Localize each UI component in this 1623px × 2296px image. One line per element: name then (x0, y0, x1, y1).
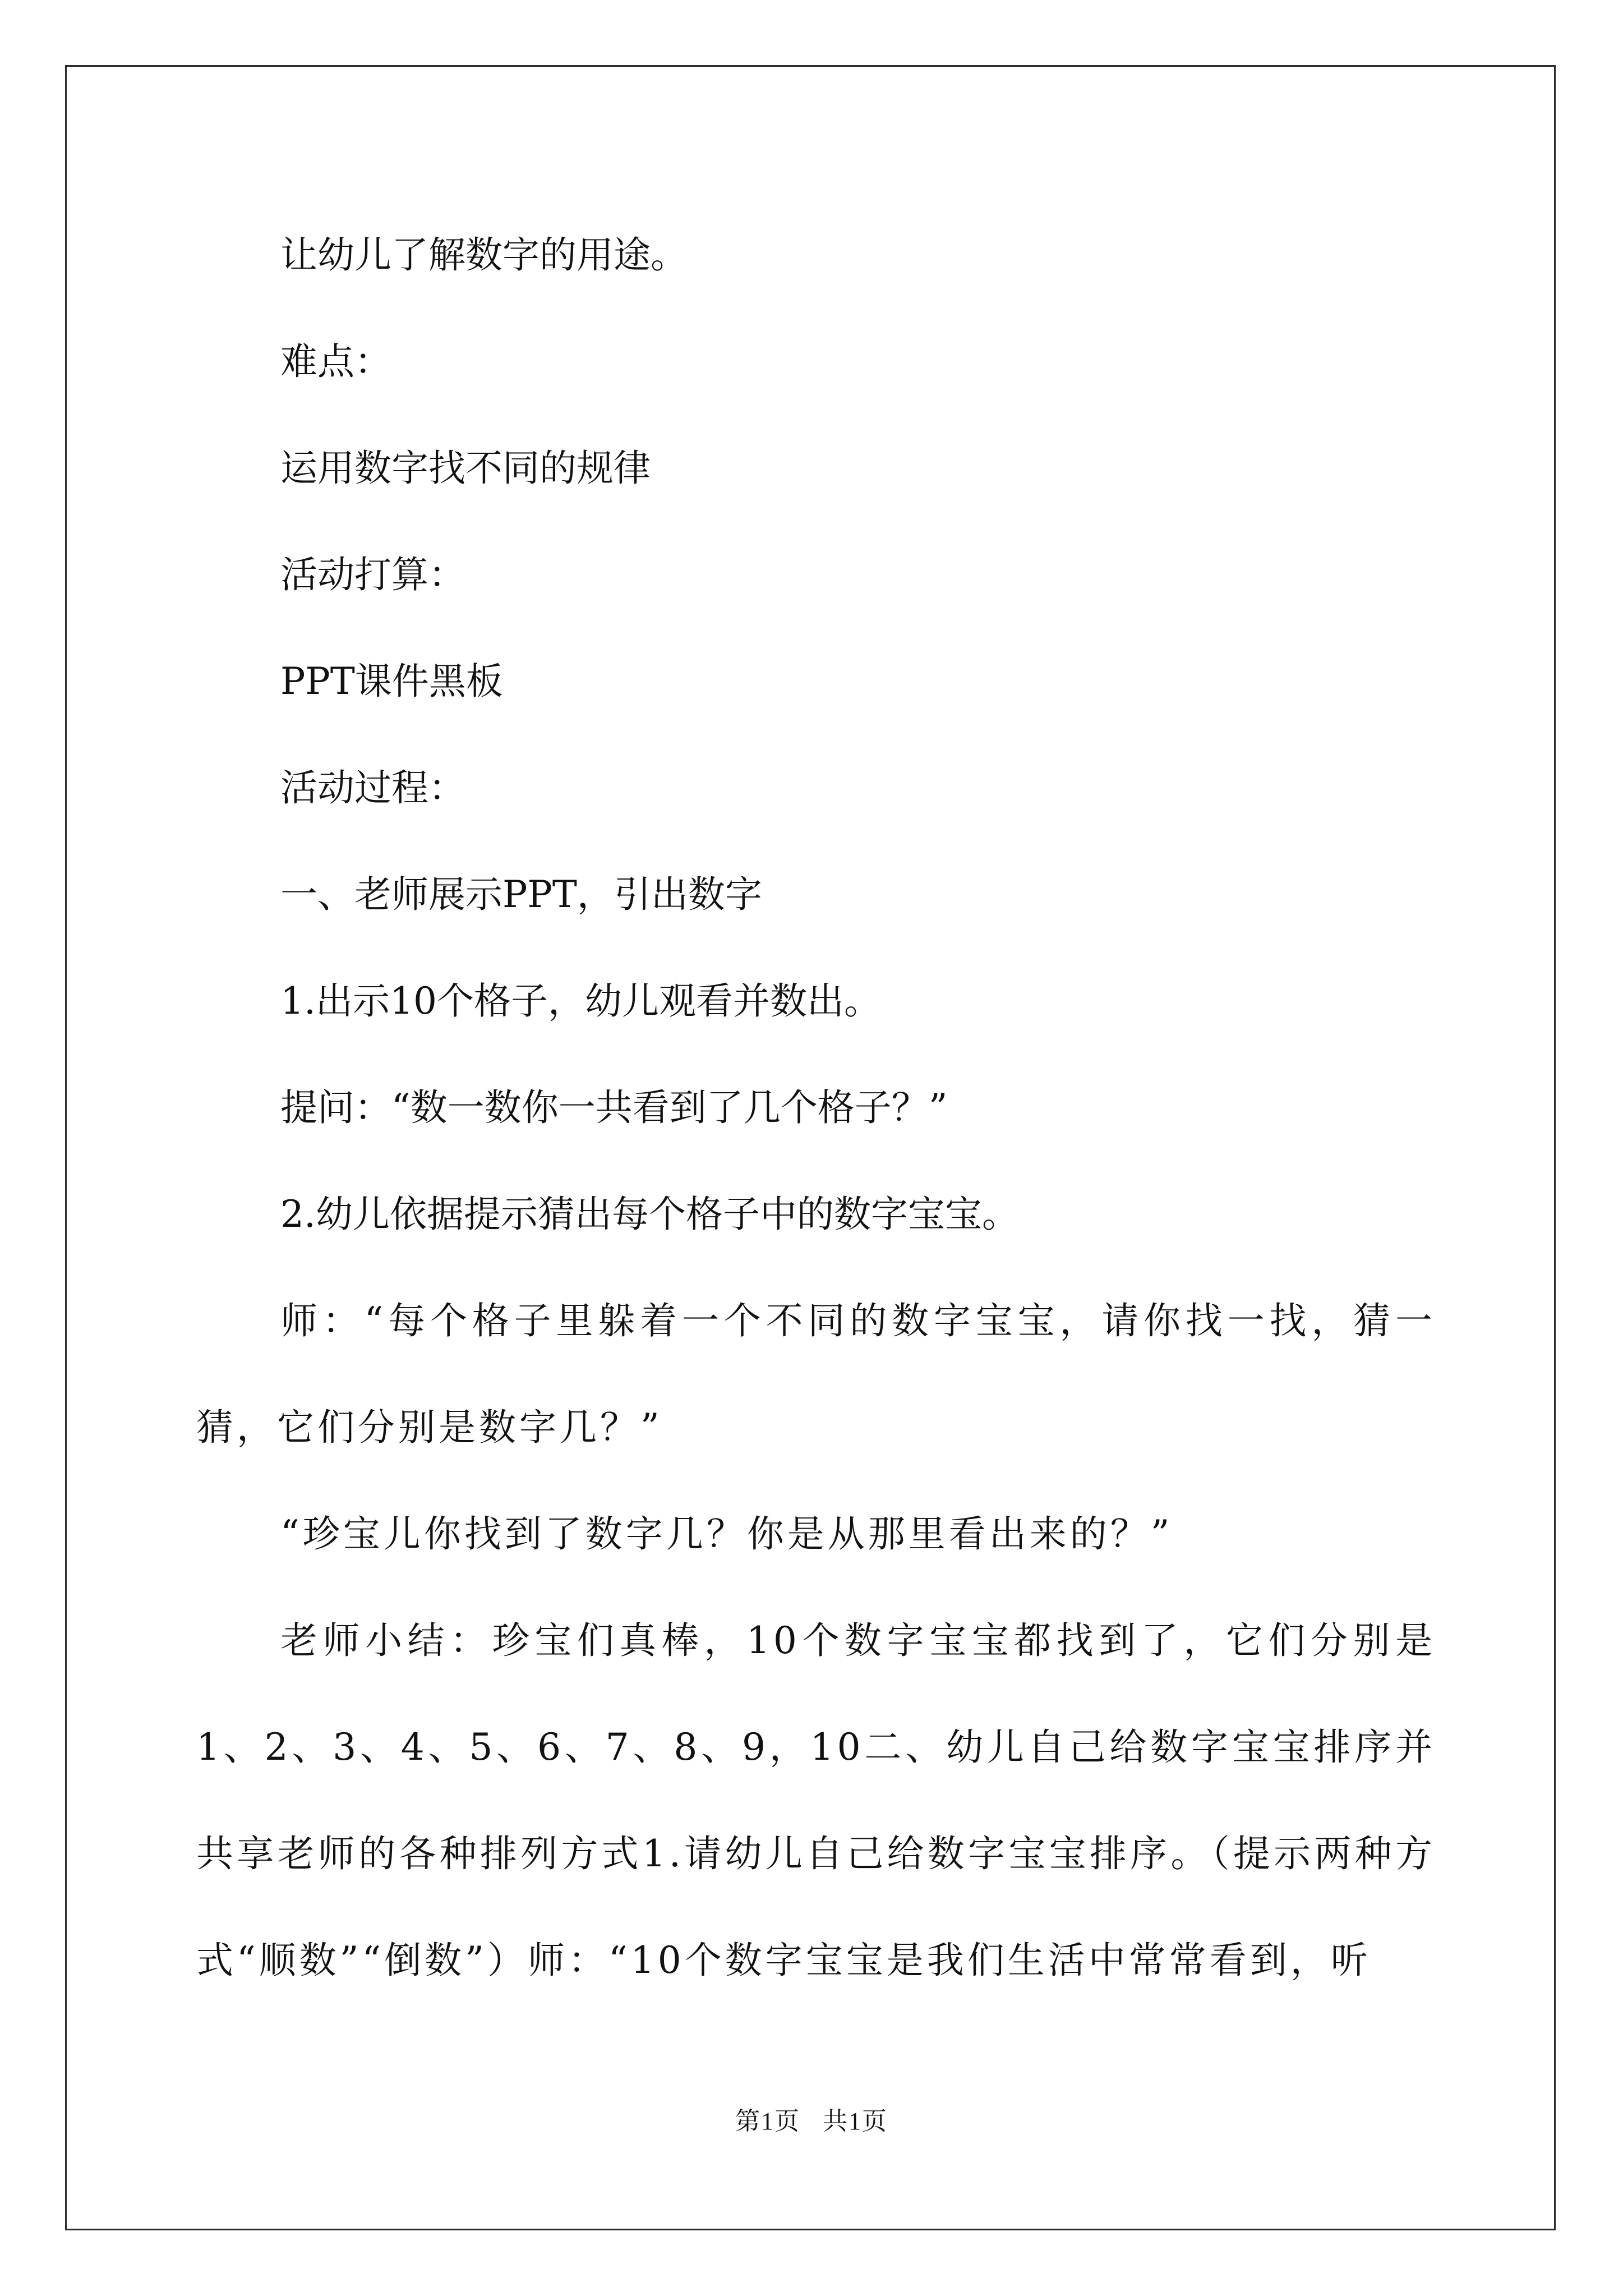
paragraph: 一、老师展示PPT，引出数字 (280, 873, 762, 916)
page-number: 第1页 (735, 2108, 800, 2135)
paragraph: 让幼儿了解数字的用途。 (280, 233, 688, 277)
paragraph: 活动过程： (280, 766, 465, 809)
paragraph: 活动打算： (280, 553, 465, 596)
paragraph-teacher: 师：“每个格子里躲着一个不同的数字宝宝，请你找一找，猜一猜，它们分别是数字几？” (196, 1299, 1436, 1449)
paragraph: 1.出示10个格子，幼儿观看并数出。 (280, 979, 881, 1023)
paragraph: 2.幼儿依据提示猜出每个格子中的数字宝宝。 (280, 1193, 1019, 1236)
page-total: 共1页 (823, 2108, 888, 2135)
paragraph: 难点： (280, 340, 391, 383)
paragraph-summary: 老师小结：珍宝们真棒，10个数字宝宝都找到了，它们分别是1、2、3、4、5、6、7、8、9，10二、幼儿自己给数字宝宝排序并共享老师的各种排列方式1.请幼儿自己给数字宝宝排序。（提示两种方式“顺数”“倒数”）师：“10个数字宝宝是我们生活中常常看到，听 (196, 1619, 1436, 1982)
page-footer (0, 2101, 1623, 2137)
paragraph-question: “珍宝儿你找到了数字几？你是从那里看出来的？” (280, 1512, 1173, 1556)
paragraph: 运用数字找不同的规律 (280, 447, 651, 490)
paragraph: 提问：“数一数你一共看到了几个格子？” (280, 1086, 948, 1129)
paragraph: PPT课件黑板 (280, 660, 503, 703)
document-body (196, 202, 1436, 2014)
